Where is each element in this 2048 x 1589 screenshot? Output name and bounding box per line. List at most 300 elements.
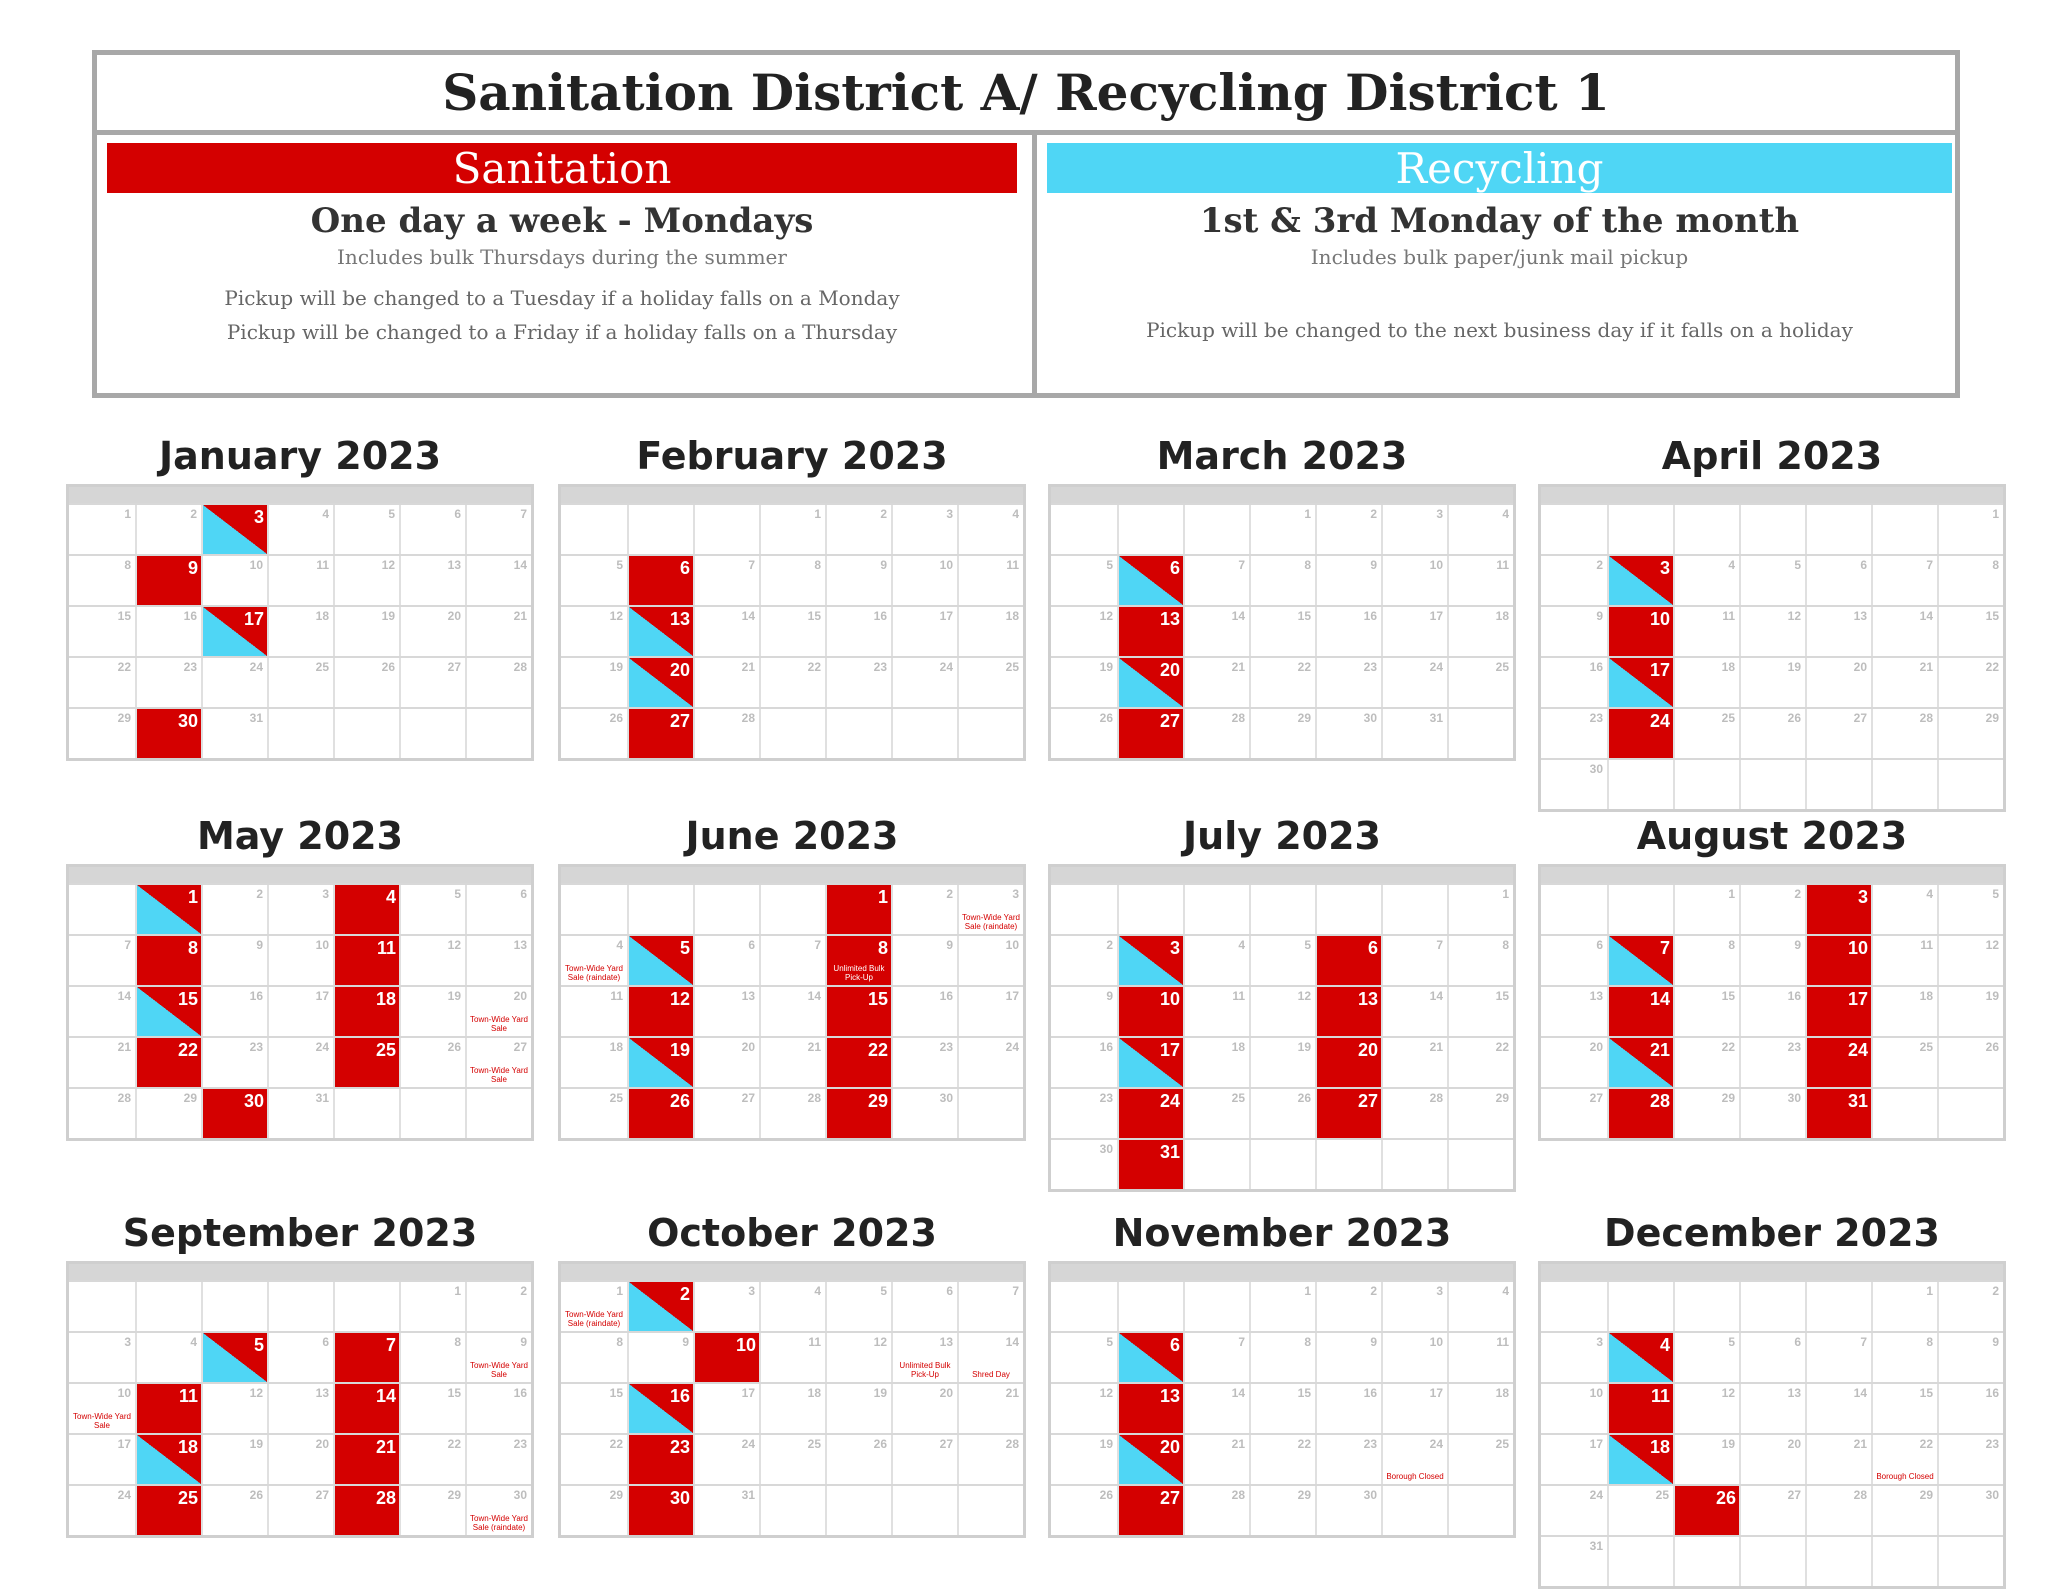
- day-number: 17: [1159, 1040, 1180, 1060]
- calendar-day: [825, 1282, 891, 1331]
- day-number: 2: [1370, 1284, 1377, 1298]
- calendar-day: [201, 658, 267, 707]
- day-number: 12: [1721, 1386, 1735, 1400]
- day-number: 9: [1992, 1335, 1999, 1349]
- event-note: Town-Wide Yard Sale (raindate): [962, 913, 1020, 931]
- day-number: 10: [249, 558, 263, 572]
- calendar-day: [1871, 1435, 1937, 1484]
- calendar-day: [465, 1282, 531, 1331]
- empty-cell: [1541, 505, 1607, 554]
- district-header: [92, 50, 1960, 398]
- calendar-day: [891, 936, 957, 985]
- week-row: [1541, 605, 2003, 656]
- empty-cell: [1871, 760, 1937, 809]
- calendar-day: [69, 1089, 135, 1138]
- weekday-header: [1541, 487, 2003, 503]
- day-number: 7: [1436, 938, 1443, 952]
- day-number: 6: [1367, 938, 1378, 958]
- empty-cell: [1607, 505, 1673, 554]
- day-number: 1: [454, 1284, 461, 1298]
- day-number: 19: [1099, 1437, 1113, 1451]
- day-number: 19: [1985, 989, 1999, 1003]
- pickup-day-sanitation: [135, 1486, 201, 1535]
- day-number: 6: [1794, 1335, 1801, 1349]
- day-number: 30: [243, 1091, 264, 1111]
- day-number: 14: [1853, 1386, 1867, 1400]
- empty-cell: [825, 1486, 891, 1535]
- calendar-day: [465, 936, 531, 985]
- day-number: 23: [939, 1040, 953, 1054]
- calendar-day: [1183, 1038, 1249, 1087]
- pickup-day-sanitation: [333, 1333, 399, 1382]
- calendar-day: [1805, 1435, 1871, 1484]
- calendar-day: [1183, 1089, 1249, 1138]
- empty-cell: [69, 1282, 135, 1331]
- empty-cell: [267, 709, 333, 758]
- calendar-day: [1871, 1486, 1937, 1535]
- calendar-day: [1541, 709, 1607, 758]
- day-number: 23: [1787, 1040, 1801, 1054]
- calendar-day: [1541, 607, 1607, 656]
- day-number: 5: [880, 1284, 887, 1298]
- day-number: 16: [1589, 660, 1603, 674]
- calendar-day: [1315, 709, 1381, 758]
- calendar-day: [1249, 1435, 1315, 1484]
- day-number: 9: [187, 558, 198, 578]
- month-grid: [1538, 1261, 2006, 1589]
- week-row: [1051, 656, 1513, 707]
- day-number: 8: [454, 1335, 461, 1349]
- pickup-day-sanitation-recycling: [1117, 556, 1183, 605]
- calendar-day: [1447, 1038, 1513, 1087]
- calendar-day: [1541, 1384, 1607, 1433]
- week-row: [561, 605, 1023, 656]
- calendar-day: [1871, 936, 1937, 985]
- empty-cell: [135, 1282, 201, 1331]
- day-number: 23: [1363, 660, 1377, 674]
- sanitation-label: Sanitation: [107, 143, 1017, 193]
- day-number: 23: [1589, 711, 1603, 725]
- calendar-day: [69, 505, 135, 554]
- day-number: 14: [807, 989, 821, 1003]
- pickup-day-sanitation-recycling: [135, 987, 201, 1036]
- calendar-day: [693, 607, 759, 656]
- recycling-note: Pickup will be changed to the next business day if it falls on a holiday: [1146, 318, 1853, 342]
- week-row: [561, 554, 1023, 605]
- day-number: 5: [1106, 558, 1113, 572]
- week-row: [1541, 1036, 2003, 1087]
- empty-cell: [267, 1282, 333, 1331]
- day-number: 20: [1357, 1040, 1378, 1060]
- week-row: [1541, 1087, 2003, 1138]
- calendar-day: [1805, 1384, 1871, 1433]
- week-row: [1541, 758, 2003, 809]
- calendar-day: [693, 1435, 759, 1484]
- day-number: 22: [1495, 1040, 1509, 1054]
- day-number: 2: [520, 1284, 527, 1298]
- empty-cell: [759, 1486, 825, 1535]
- day-number: 22: [609, 1437, 623, 1451]
- column-divider: [1032, 135, 1037, 398]
- day-number: 3: [1857, 887, 1868, 907]
- day-number: 2: [1794, 887, 1801, 901]
- calendar-day: [267, 1435, 333, 1484]
- calendar-day: [1447, 505, 1513, 554]
- calendar-day: [1871, 709, 1937, 758]
- calendar-day: [1183, 1486, 1249, 1535]
- month-grid: [66, 864, 534, 1141]
- day-number: 10: [735, 1335, 756, 1355]
- day-number: 30: [513, 1488, 527, 1502]
- calendar-day: [1673, 1333, 1739, 1382]
- calendar-day: [69, 1486, 135, 1535]
- calendar-day: [135, 658, 201, 707]
- empty-cell: [957, 1486, 1023, 1535]
- calendar-day: [1447, 1282, 1513, 1331]
- day-number: 8: [124, 558, 131, 572]
- calendar-day: [267, 987, 333, 1036]
- pickup-day-sanitation: [333, 987, 399, 1036]
- empty-cell: [1541, 885, 1607, 934]
- calendar-day: [1249, 987, 1315, 1036]
- day-number: 5: [1794, 558, 1801, 572]
- calendar-day: [891, 1333, 957, 1382]
- day-number: 12: [1787, 609, 1801, 623]
- empty-cell: [1381, 885, 1447, 934]
- day-number: 13: [447, 558, 461, 572]
- pickup-day-sanitation-recycling: [1117, 1435, 1183, 1484]
- pickup-day-sanitation: [135, 556, 201, 605]
- calendar-day: [561, 936, 627, 985]
- day-number: 19: [873, 1386, 887, 1400]
- day-number: 12: [249, 1386, 263, 1400]
- day-number: 19: [447, 989, 461, 1003]
- pickup-day-sanitation-recycling: [201, 607, 267, 656]
- day-number: 12: [1985, 938, 1999, 952]
- day-number: 13: [939, 1335, 953, 1349]
- calendar-day: [399, 658, 465, 707]
- day-number: 3: [1012, 887, 1019, 901]
- pickup-day-sanitation: [825, 885, 891, 934]
- calendar-day: [561, 1282, 627, 1331]
- calendar-day: [1051, 936, 1117, 985]
- empty-cell: [1937, 1089, 2003, 1138]
- day-number: 12: [1099, 1386, 1113, 1400]
- calendar-day: [891, 1038, 957, 1087]
- event-note: Unlimited Bulk Pick-Up: [899, 1361, 951, 1379]
- day-number: 17: [1429, 1386, 1443, 1400]
- day-number: 20: [741, 1040, 755, 1054]
- calendar-day: [1871, 556, 1937, 605]
- day-number: 4: [814, 1284, 821, 1298]
- calendar-day: [1249, 1089, 1315, 1138]
- week-row: [561, 1087, 1023, 1138]
- calendar-day: [1937, 607, 2003, 656]
- week-row: [561, 934, 1023, 985]
- day-number: 15: [117, 609, 131, 623]
- pickup-day-sanitation: [627, 709, 693, 758]
- day-number: 16: [249, 989, 263, 1003]
- calendar-day: [1673, 658, 1739, 707]
- day-number: 1: [1502, 887, 1509, 901]
- calendar-day: [561, 987, 627, 1036]
- calendar-day: [1937, 709, 2003, 758]
- week-row: [561, 707, 1023, 758]
- empty-cell: [1607, 1282, 1673, 1331]
- empty-cell: [69, 885, 135, 934]
- day-number: 21: [1231, 1437, 1245, 1451]
- day-number: 15: [1721, 989, 1735, 1003]
- calendar-day: [1381, 556, 1447, 605]
- calendar-day: [1805, 709, 1871, 758]
- month-grid: [1048, 864, 1516, 1192]
- calendar-day: [1249, 1282, 1315, 1331]
- recycling-panel: [1047, 143, 1952, 393]
- day-number: 14: [513, 558, 527, 572]
- day-number: 30: [1363, 1488, 1377, 1502]
- day-number: 20: [447, 609, 461, 623]
- calendar-day: [135, 1333, 201, 1382]
- calendar-day: [561, 1384, 627, 1433]
- weekday-header: [69, 867, 531, 883]
- calendar-day: [891, 1282, 957, 1331]
- day-number: 28: [1853, 1488, 1867, 1502]
- empty-cell: [825, 709, 891, 758]
- calendar-day: [267, 1486, 333, 1535]
- month-grid: [66, 1261, 534, 1538]
- day-number: 26: [873, 1437, 887, 1451]
- empty-cell: [1117, 1282, 1183, 1331]
- week-row: [1541, 883, 2003, 934]
- day-number: 25: [1919, 1040, 1933, 1054]
- calendar-day: [957, 987, 1023, 1036]
- week-row: [561, 1433, 1023, 1484]
- recycling-schedule: 1st & 3rd Monday of the month: [1199, 201, 1800, 241]
- week-row: [1051, 1138, 1513, 1189]
- day-number: 5: [253, 1335, 264, 1355]
- week-row: [1541, 707, 2003, 758]
- empty-cell: [1117, 505, 1183, 554]
- day-number: 23: [513, 1437, 527, 1451]
- week-row: [561, 985, 1023, 1036]
- day-number: 22: [117, 660, 131, 674]
- day-number: 19: [1297, 1040, 1311, 1054]
- pickup-day-sanitation: [1117, 1089, 1183, 1138]
- calendar-day: [1673, 885, 1739, 934]
- day-number: 21: [1429, 1040, 1443, 1054]
- day-number: 9: [1106, 989, 1113, 1003]
- empty-cell: [1739, 760, 1805, 809]
- calendar-day: [1249, 658, 1315, 707]
- calendar-day: [399, 1435, 465, 1484]
- day-number: 8: [1926, 1335, 1933, 1349]
- day-number: 10: [1429, 558, 1443, 572]
- day-number: 17: [741, 1386, 755, 1400]
- calendar-day: [135, 505, 201, 554]
- day-number: 25: [1231, 1091, 1245, 1105]
- day-number: 21: [807, 1040, 821, 1054]
- calendar-day: [1447, 607, 1513, 656]
- day-number: 25: [1655, 1488, 1669, 1502]
- empty-cell: [1249, 885, 1315, 934]
- day-number: 9: [1794, 938, 1801, 952]
- pickup-day-sanitation-recycling: [1607, 1435, 1673, 1484]
- calendar-day: [201, 709, 267, 758]
- empty-cell: [399, 709, 465, 758]
- week-row: [69, 1382, 531, 1433]
- empty-cell: [1051, 1282, 1117, 1331]
- week-row: [69, 883, 531, 934]
- calendar-day: [1447, 885, 1513, 934]
- weekday-header: [561, 867, 1023, 883]
- calendar-day: [693, 709, 759, 758]
- empty-cell: [957, 1089, 1023, 1138]
- week-row: [1051, 1484, 1513, 1535]
- calendar-day: [1937, 658, 2003, 707]
- month-title: March 2023: [1156, 434, 1408, 478]
- day-number: 14: [1005, 1335, 1019, 1349]
- calendar-day: [267, 1038, 333, 1087]
- empty-cell: [1739, 1282, 1805, 1331]
- day-number: 22: [177, 1040, 198, 1060]
- calendar-day: [1673, 607, 1739, 656]
- calendar-day: [465, 1038, 531, 1087]
- pickup-day-sanitation: [825, 936, 891, 985]
- day-number: 1: [1992, 507, 1999, 521]
- day-number: 1: [187, 887, 198, 907]
- calendar-day: [1541, 1537, 1607, 1586]
- day-number: 28: [1919, 711, 1933, 725]
- calendar-day: [1051, 987, 1117, 1036]
- day-number: 2: [190, 507, 197, 521]
- month-title: July 2023: [1183, 814, 1381, 858]
- day-number: 25: [177, 1488, 198, 1508]
- week-row: [561, 1036, 1023, 1087]
- weekday-header: [1051, 487, 1513, 503]
- calendar-day: [1871, 1384, 1937, 1433]
- day-number: 6: [1169, 558, 1180, 578]
- calendar-day: [1739, 556, 1805, 605]
- month-calendar: [558, 1205, 1026, 1538]
- calendar-day: [1447, 1435, 1513, 1484]
- day-number: 13: [1159, 609, 1180, 629]
- calendar-day: [957, 556, 1023, 605]
- calendar-day: [1381, 1038, 1447, 1087]
- month-title: May 2023: [196, 814, 404, 858]
- empty-cell: [1673, 1282, 1739, 1331]
- day-number: 13: [741, 989, 755, 1003]
- day-number: 7: [814, 938, 821, 952]
- day-number: 3: [1169, 938, 1180, 958]
- calendar-day: [1051, 1435, 1117, 1484]
- day-number: 12: [447, 938, 461, 952]
- day-number: 28: [1649, 1091, 1670, 1111]
- event-note: Unlimited Bulk Pick-Up: [833, 964, 885, 982]
- calendar-day: [69, 607, 135, 656]
- day-number: 18: [807, 1386, 821, 1400]
- calendar-day: [1051, 607, 1117, 656]
- pickup-day-sanitation-recycling: [627, 936, 693, 985]
- calendar-day: [1051, 556, 1117, 605]
- pickup-day-sanitation: [1117, 607, 1183, 656]
- empty-cell: [1673, 760, 1739, 809]
- day-number: 7: [1238, 558, 1245, 572]
- pickup-day-sanitation: [135, 1038, 201, 1087]
- calendar-day: [1673, 709, 1739, 758]
- event-note: Town-Wide Yard Sale (raindate): [470, 1514, 528, 1532]
- calendar-day: [561, 607, 627, 656]
- sanitation-note-thursday: Pickup will be changed to a Friday if a holiday falls on a Thursday: [226, 320, 898, 344]
- week-row: [1051, 1280, 1513, 1331]
- empty-cell: [693, 505, 759, 554]
- week-row: [69, 1280, 531, 1331]
- empty-cell: [465, 709, 531, 758]
- day-number: 7: [748, 558, 755, 572]
- day-number: 17: [939, 609, 953, 623]
- day-number: 5: [679, 938, 690, 958]
- day-number: 19: [1787, 660, 1801, 674]
- day-number: 6: [322, 1335, 329, 1349]
- day-number: 2: [946, 887, 953, 901]
- calendar-day: [1739, 658, 1805, 707]
- empty-cell: [1607, 885, 1673, 934]
- day-number: 5: [1992, 887, 1999, 901]
- month-calendar: [66, 808, 534, 1141]
- weekday-header: [561, 1264, 1023, 1280]
- day-number: 6: [748, 938, 755, 952]
- day-number: 26: [381, 660, 395, 674]
- calendar-day: [825, 1384, 891, 1433]
- day-number: 11: [610, 989, 623, 1003]
- day-number: 24: [741, 1437, 755, 1451]
- week-row: [561, 1484, 1023, 1535]
- calendar-day: [561, 1089, 627, 1138]
- calendar-day: [1249, 1038, 1315, 1087]
- day-number: 27: [1787, 1488, 1801, 1502]
- month-title: November 2023: [1112, 1211, 1452, 1255]
- day-number: 22: [1721, 1040, 1735, 1054]
- pickup-day-sanitation: [333, 1384, 399, 1433]
- day-number: 8: [616, 1335, 623, 1349]
- day-number: 16: [183, 609, 197, 623]
- sanitation-subnote: Includes bulk Thursdays during the summer: [337, 245, 787, 269]
- day-number: 25: [1005, 660, 1019, 674]
- calendar-day: [267, 1333, 333, 1382]
- week-row: [69, 985, 531, 1036]
- pickup-day-sanitation-recycling: [1117, 1038, 1183, 1087]
- week-row: [1541, 656, 2003, 707]
- week-row: [69, 707, 531, 758]
- calendar-day: [1249, 709, 1315, 758]
- calendar-day: [957, 885, 1023, 934]
- day-number: 25: [807, 1437, 821, 1451]
- day-number: 20: [1589, 1040, 1603, 1054]
- day-number: 30: [1589, 762, 1603, 776]
- day-number: 4: [1659, 1335, 1670, 1355]
- day-number: 19: [381, 609, 395, 623]
- event-note: Town-Wide Yard Sale: [470, 1361, 528, 1379]
- pickup-day-sanitation: [135, 936, 201, 985]
- empty-cell: [891, 709, 957, 758]
- day-number: 29: [1985, 711, 1999, 725]
- day-number: 28: [117, 1091, 131, 1105]
- calendar-day: [1673, 1435, 1739, 1484]
- pickup-day-sanitation: [1315, 987, 1381, 1036]
- day-number: 4: [1012, 507, 1019, 521]
- day-number: 25: [1495, 1437, 1509, 1451]
- day-number: 2: [880, 507, 887, 521]
- day-number: 8: [1502, 938, 1509, 952]
